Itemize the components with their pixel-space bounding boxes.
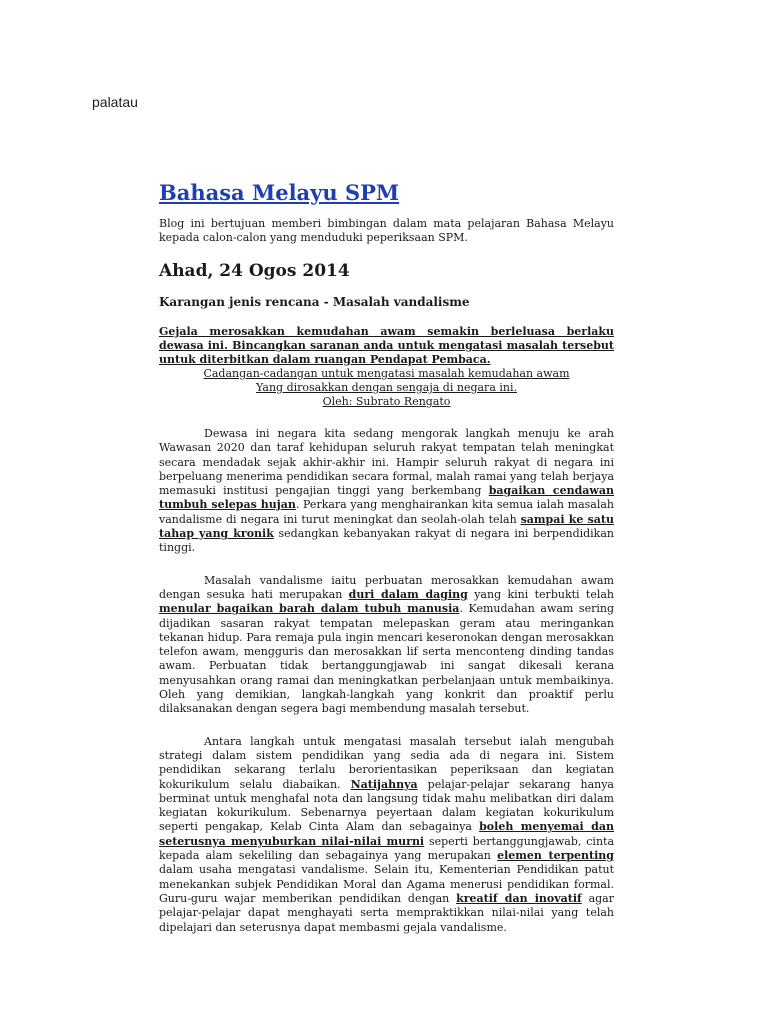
emphasis-phrase: menular bagaikan barah dalam tubuh manusia	[159, 602, 460, 616]
emphasis-phrase: Natijahnya	[350, 777, 418, 791]
paragraph-text: sedangkan kebanyakan rakyat di negara ini berpendidikan tinggi.	[159, 527, 614, 555]
paragraph-text: yang kini terbukti telah	[467, 587, 615, 601]
paragraph-text: Masalah vandalisme iaitu perbuatan merosakkan kemudahan awam dengan sesuka hati merupakan	[159, 573, 614, 601]
essay-paragraph-2	[159, 574, 614, 717]
emphasis-phrase: boleh menyemai dan seterusnya menyuburkan nilai-nilai murni	[159, 820, 614, 848]
essay-subtitle-line2: Yang dirosakkan dengan sengaja di negara ini.	[255, 381, 517, 394]
paragraph-text: Dewasa ini negara kita sedang mengorak langkah menuju ke arah Wawasan 2020 dan taraf kehidupan seluruh rakyat tempatan telah meningkat secara mendadak sejak akhir-akhir ini. Hampir seluruh rakyat di negara ini berpeluang menerima pendidikan secara formal, malah ramai yang telah berjaya memasuki institusi pengajian tinggi yang berkembang	[159, 427, 614, 498]
essay-author: Oleh: Subrato Rengato	[322, 395, 451, 408]
blog-title-link[interactable]: Bahasa Melayu SPM	[159, 180, 400, 205]
post-date: Ahad, 24 Ogos 2014	[159, 261, 350, 281]
paragraph-text: Antara langkah untuk mengatasi masalah tersebut ialah mengubah strategi dalam sistem pendidikan yang sedia ada di negara ini. Sistem pendidikan sekarang terlalu berorientasikan peperiksaan dan kegiatan kokurikulum selalu diabaikan.	[159, 734, 614, 791]
paragraph-text: . Perkara yang menghairankan kita semua ialah masalah vandalisme di negara ini turut meningkat dan seolah-olah telah	[159, 498, 614, 526]
emphasis-phrase: sampai ke satu tahap yang kronik	[159, 512, 614, 541]
paragraph-text: seperti bertanggungjawab, cinta kepada alam sekeliling dan sebagainya yang merupakan	[159, 834, 615, 863]
essay-paragraph-1	[159, 427, 614, 556]
paragraph-text: pelajar-pelajar sekarang hanya berminat untuk menghafal nota dan langsung tidak mahu melibatkan diri dalam kegiatan kokurikulum. Sebenarnya peyertaan dalam kegiatan kokurikulum seperti pengakap, Kelab Cinta Alam dan sebagainya	[159, 777, 614, 834]
essay-subtitle-line1: Cadangan-cadangan untuk mengatasi masalah kemudahan awam	[203, 367, 570, 380]
emphasis-phrase: bagaikan cendawan tumbuh selepas hujan	[159, 484, 614, 512]
header-note: palatau	[92, 94, 138, 110]
emphasis-phrase: elemen terpenting	[497, 849, 614, 863]
blog-description: Blog ini bertujuan memberi bimbingan dalam mata pelajaran Bahasa Melayu kepada calon-calon yang menduduki peperiksaan SPM.	[159, 217, 614, 244]
essay-question: Gejala merosakkan kemudahan awam semakin berleluasa berlaku dewasa ini. Bincangkan saranan anda untuk mengatasi masalah tersebut untuk diterbitkan dalam ruangan Pendapat Pembaca.	[159, 325, 614, 366]
emphasis-phrase: duri dalam daging	[348, 587, 468, 601]
essay-paragraph-3	[159, 735, 614, 935]
post-title: Karangan jenis rencana - Masalah vandalisme	[159, 295, 470, 309]
paragraph-text: agar pelajar-pelajar dapat menghayati serta mempraktikkan nilai-nilai yang telah dipelajari dan seterusnya dapat membasmi gejala vandalisme.	[159, 891, 614, 934]
paragraph-text: dalam usaha mengatasi vandalisme. Selain itu, Kementerian Pendidikan patut menekankan subjek Pendidikan Moral dan Agama menerusi pendidikan formal. Guru-guru wajar memberikan pendidikan dengan	[159, 863, 614, 905]
emphasis-phrase: kreatif dan inovatif	[456, 891, 582, 905]
paragraph-text: . Kemudahan awam sering dijadikan sasaran rakyat tempatan melepaskan geram atau meringankan tekanan hidup. Para remaja pula ingin mencari keseronokan dengan merosakkan telefon awam, mengguris dan merosakkan lif serta menconteng dinding tandas awam. Perbuatan tidak bertanggungjawab ini sangat dikesali kerana menyusahkan orang ramai dan meningkatkan perbelanjaan untuk membaikinya. Oleh yang demikian, langkah-langkah yang konkrit dan proaktif perlu dilaksanakan dengan segera bagi membendung masalah tersebut.	[159, 602, 614, 716]
document-image	[159, 180, 614, 935]
